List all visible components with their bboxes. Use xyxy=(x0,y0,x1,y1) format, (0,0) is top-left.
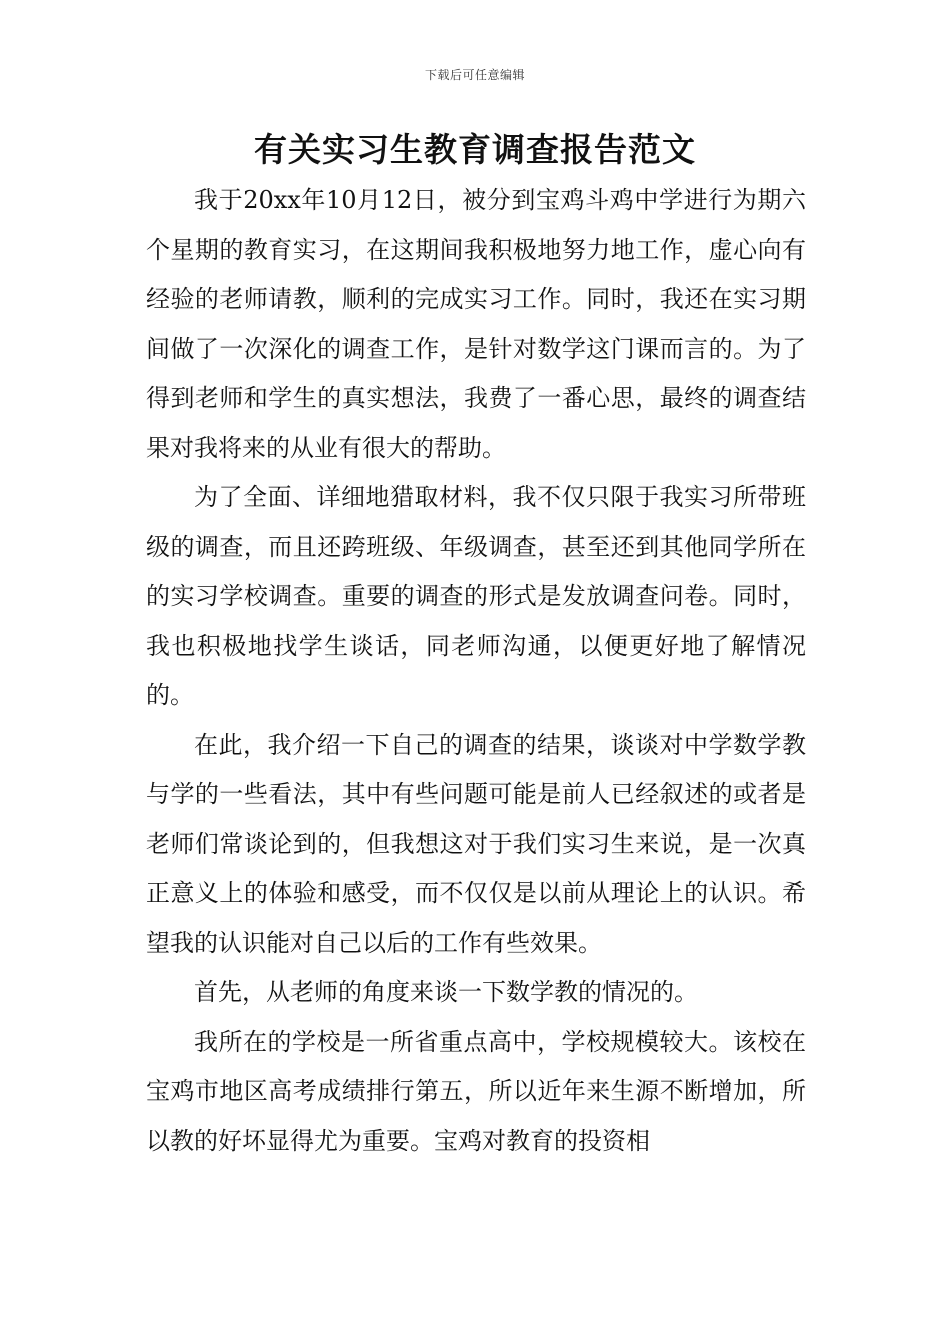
paragraph: 首先，从老师的角度来谈一下数学教的情况的。 xyxy=(194,978,698,1006)
document-body xyxy=(146,176,806,1166)
paragraph: 在此，我介绍一下自己的调查的结果，谈谈对中学数学教与学的一些看法，其中有些问题可能是前人已经叙述的或者是老师们常谈论到的，但我想这对于我们实习生来说，是一次真正意义上的体验和感受，而不仅仅是以前从理论上的认识。希望我的认识能对自己以后的工作有些效果。 xyxy=(146,730,806,957)
paragraph: 我于20xx年10月12日，被分到宝鸡斗鸡中学进行为期六个星期的教育实习，在这期间我积极地努力地工作，虚心向有经验的老师请教，顺利的完成实习工作。同时，我还在实习期间做了一次深化的调查工作，是针对数学这门课而言的。为了得到老师和学生的真实想法，我费了一番心思，最终的调查结果对我将来的从业有很大的帮助。 xyxy=(146,186,806,462)
header-note: 下载后可任意编辑 xyxy=(424,68,525,82)
paragraph: 我所在的学校是一所省重点高中，学校规模较大。该校在宝鸡市地区高考成绩排行第五，所以近年来生源不断增加，所以教的好坏显得尤为重要。宝鸡对教育的投资相 xyxy=(146,1027,806,1155)
document-title: 有关实习生教育调查报告范文 xyxy=(254,130,696,169)
paragraph: 为了全面、详细地猎取材料，我不仅只限于我实习所带班级的调查，而且还跨班级、年级调查，甚至还到其他同学所在的实习学校调查。重要的调查的形式是发放调查问卷。同时，我也积极地找学生谈话，同老师沟通，以便更好地了解情况的。 xyxy=(146,483,806,709)
